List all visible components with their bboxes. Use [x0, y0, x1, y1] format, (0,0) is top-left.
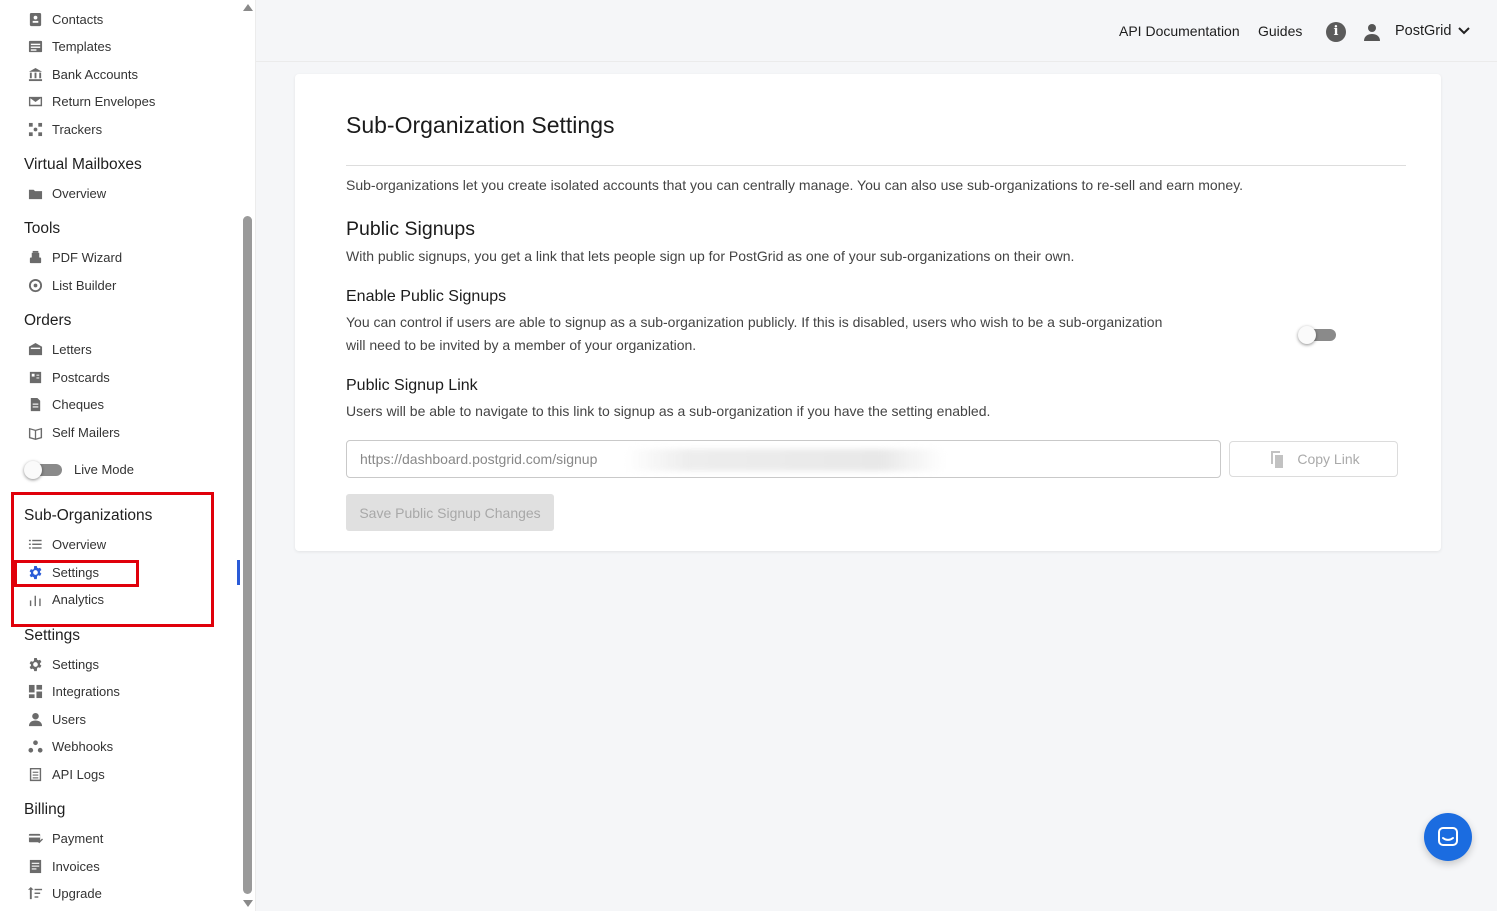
self-mailer-icon: [26, 423, 44, 441]
save-public-signup-button[interactable]: Save Public Signup Changes: [346, 494, 554, 531]
scroll-up-arrow-icon[interactable]: [243, 4, 253, 11]
sidebar-item-label: Upgrade: [52, 885, 102, 901]
sidebar-item-integrations[interactable]: [26, 680, 120, 702]
gear-icon: [26, 655, 44, 673]
live-mode-toggle[interactable]: [24, 461, 64, 479]
bank-icon: [26, 65, 44, 83]
sidebar-item-label: Invoices: [52, 858, 100, 874]
section-title-sub-organizations: Sub-Organizations: [24, 507, 153, 524]
sidebar-item-label: Settings: [52, 564, 99, 580]
folder-icon: [26, 184, 44, 202]
enable-public-signups-desc-line2: will need to be invited by a member of your organization.: [346, 337, 697, 353]
sidebar-item-pdf-wizard[interactable]: [26, 246, 122, 268]
highlight-box-settings: [14, 560, 139, 587]
target-icon: [26, 276, 44, 294]
sidebar-item-label: Analytics: [52, 591, 105, 607]
section-title-tools: Tools: [24, 220, 61, 237]
sidebar-item-label: API Logs: [52, 766, 105, 782]
public-signup-link-heading: Public Signup Link: [346, 377, 478, 394]
envelope-icon: [26, 92, 44, 110]
sidebar-item-label: Return Envelopes: [52, 93, 156, 109]
enable-public-signups-heading: Enable Public Signups: [346, 288, 507, 305]
public-signups-desc: With public signups, you get a link that lets people sign up for PostGrid as one of your sub-organizations on their own.: [346, 248, 1075, 264]
chat-launcher-button[interactable]: [1424, 813, 1472, 861]
upgrade-icon: [26, 884, 44, 902]
contacts-icon: [26, 10, 44, 28]
api-documentation-link[interactable]: API Documentation: [1119, 23, 1240, 39]
payment-icon: [26, 829, 44, 847]
sidebar-item-vm-overview[interactable]: [26, 182, 106, 204]
chat-icon: [1436, 825, 1460, 849]
letter-icon: [26, 340, 44, 358]
sidebar-item-upgrade[interactable]: [26, 882, 102, 904]
sidebar-item-settings[interactable]: [26, 653, 99, 675]
public-signups-heading: Public Signups: [346, 218, 475, 240]
logs-icon: [26, 765, 44, 783]
sidebar-item-bank-accounts[interactable]: [26, 63, 138, 85]
scroll-down-arrow-icon[interactable]: [243, 900, 253, 907]
scroll-thumb[interactable]: [243, 216, 252, 894]
sidebar-item-label: Letters: [52, 341, 92, 357]
sidebar-item-label: Contacts: [52, 11, 104, 27]
sidebar-item-users[interactable]: [26, 708, 86, 730]
intro-text: Sub-organizations let you create isolated accounts that you can centrally manage. You can also use sub-organizations to re-sell and earn money.: [346, 177, 1244, 193]
live-mode-label: Live Mode: [74, 462, 134, 477]
section-title-billing: Billing: [24, 801, 66, 818]
sidebar-item-label: Webhooks: [52, 738, 114, 754]
cheque-icon: [26, 395, 44, 413]
sidebar-item-label: Bank Accounts: [52, 66, 138, 82]
sidebar-item-label: Integrations: [52, 683, 120, 699]
redacted-link-blur: [625, 449, 945, 471]
settings-card: [295, 74, 1441, 551]
sidebar-item-self-mailers[interactable]: [26, 421, 120, 443]
invoice-icon: [26, 857, 44, 875]
sidebar-item-webhooks[interactable]: [26, 735, 113, 757]
templates-icon: [26, 37, 44, 55]
sidebar-item-trackers[interactable]: [26, 118, 102, 140]
public-signup-link-desc: Users will be able to navigate to this link to signup as a sub-organization if you have the setting enabled.: [346, 403, 991, 419]
user-menu-name[interactable]: PostGrid: [1395, 23, 1452, 39]
copy-icon: [1267, 449, 1287, 469]
sidebar-item-label: PDF Wizard: [52, 249, 123, 265]
sidebar-item-return-envelopes[interactable]: [26, 90, 155, 112]
copy-link-label: Copy Link: [1297, 451, 1360, 467]
person-icon[interactable]: [1362, 22, 1382, 42]
sidebar-item-label: Cheques: [52, 396, 105, 412]
sidebar-item-invoices[interactable]: [26, 855, 100, 877]
sidebar-item-label: Trackers: [52, 121, 103, 137]
guides-link[interactable]: Guides: [1258, 23, 1303, 39]
sidebar-item-label: Templates: [52, 38, 112, 54]
sidebar-item-label: Users: [52, 711, 86, 727]
enable-public-signups-toggle[interactable]: [1298, 326, 1338, 344]
postcard-icon: [26, 368, 44, 386]
sidebar-item-contacts[interactable]: [26, 8, 103, 30]
page-title: Sub-Organization Settings: [346, 112, 615, 138]
section-title-orders: Orders: [24, 312, 72, 329]
sidebar-item-list-builder[interactable]: [26, 274, 116, 296]
sidebar-item-label: Overview: [52, 185, 107, 201]
sidebar-item-label: Self Mailers: [52, 424, 120, 440]
info-icon[interactable]: i: [1326, 22, 1346, 42]
enable-public-signups-desc-line1: You can control if users are able to signup as a sub-organization publicly. If this is disabled, users who wish to be a sub-organization: [346, 314, 1163, 330]
active-item-marker: [237, 560, 240, 585]
pdf-wizard-icon: [26, 248, 44, 266]
sidebar-item-templates[interactable]: [26, 35, 111, 57]
sidebar-item-payment[interactable]: [26, 827, 103, 849]
sidebar-item-letters[interactable]: [26, 338, 92, 360]
user-icon: [26, 710, 44, 728]
sidebar-item-label: List Builder: [52, 277, 117, 293]
copy-link-button[interactable]: [1229, 441, 1398, 477]
webhooks-icon: [26, 737, 44, 755]
sidebar-item-api-logs[interactable]: [26, 763, 105, 785]
chevron-down-icon[interactable]: [1458, 26, 1470, 36]
top-bar: [256, 0, 1497, 62]
sidebar-item-cheques[interactable]: [26, 393, 104, 415]
sidebar-item-postcards[interactable]: [26, 366, 110, 388]
sidebar-item-label: Settings: [52, 656, 99, 672]
section-title-virtual-mailboxes: Virtual Mailboxes: [24, 156, 142, 173]
sidebar-item-label: Overview: [52, 536, 107, 552]
integrations-icon: [26, 682, 44, 700]
sidebar: [0, 0, 256, 911]
public-signup-link-field[interactable]: https://dashboard.postgrid.com/signup: [346, 440, 1221, 478]
sidebar-item-label: Postcards: [52, 369, 110, 385]
sidebar-item-label: Payment: [52, 830, 104, 846]
tracker-icon: [26, 120, 44, 138]
section-title-settings: Settings: [24, 627, 81, 644]
title-divider: [346, 165, 1406, 166]
